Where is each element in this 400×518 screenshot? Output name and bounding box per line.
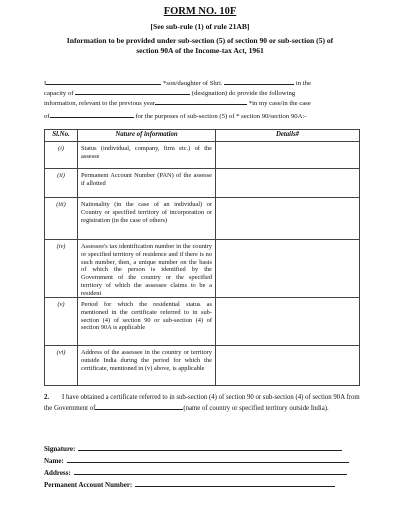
sub-rule-reference: [See sub-rule (1) of rule 21AB] [150, 22, 250, 31]
row-nature-text: Status (individual, company, firm etc.) of the assesse [81, 145, 212, 160]
father-name-blank[interactable] [224, 78, 294, 85]
declaration-text: information, relevant to the previous year [44, 100, 156, 107]
signature-field[interactable] [78, 443, 342, 451]
pan-label: Permanent Account Number: [44, 481, 133, 489]
previous-year-blank[interactable] [155, 98, 247, 105]
row-number: (ii) [45, 169, 78, 198]
name-field[interactable] [67, 455, 349, 463]
declaration-line-2 [44, 88, 359, 99]
row-details-cell[interactable] [216, 142, 360, 169]
table-header-row [45, 130, 360, 142]
designation-blank[interactable] [75, 88, 190, 95]
address-label: Address: [44, 469, 71, 477]
table-row [45, 346, 360, 386]
row-nature-text: Permanent Account Number (PAN) of the assesse if allotted [81, 172, 212, 187]
declaration-line-1 [44, 78, 359, 89]
name-row [44, 455, 349, 465]
country-name-blank[interactable] [95, 403, 183, 410]
name-blank[interactable] [46, 78, 161, 85]
nature-header-text: Nature of information [115, 131, 178, 138]
table-row [45, 142, 360, 169]
section-2-paragraph [44, 394, 364, 413]
section-2-number: 2. [44, 394, 50, 401]
declaration-text: of [44, 113, 50, 120]
declaration-line-4 [44, 111, 359, 122]
table-row [45, 298, 360, 346]
assessee-blank[interactable] [50, 111, 134, 118]
row-nature [78, 142, 216, 169]
row-nature-text: Address of the assessee in the country or territory outside India during the period for which the certificate, mentioned in (v) above, is applicable [81, 349, 212, 372]
row-details-cell[interactable] [216, 198, 360, 240]
row-number: (iv) [45, 240, 78, 298]
row-details-cell[interactable] [216, 298, 360, 346]
pan-row [44, 479, 335, 489]
row-number: (i) [45, 142, 78, 169]
sl-no-header: Sl.No. [45, 130, 78, 142]
nature-header [78, 130, 216, 142]
row-nature [78, 198, 216, 240]
information-table [44, 129, 360, 386]
row-nature [78, 346, 216, 386]
row-details-cell[interactable] [216, 169, 360, 198]
table-row [45, 198, 360, 240]
row-number: (iii) [45, 198, 78, 240]
declaration-text: (designation) do provide the following [191, 90, 296, 97]
row-nature-text: Period for which the residential status as mentioned in the certificate referred to in sub-section (4) of section 90 or sub-section (4) of section 90A is applicable [81, 301, 212, 332]
row-nature [78, 240, 216, 298]
table-row [45, 169, 360, 198]
address-field[interactable] [74, 467, 347, 475]
information-heading: Information to be provided under sub-section (5) of section 90 or sub-section (5) of section 90A of the Income-tax Act, 1961 [66, 36, 334, 55]
name-label: Name: [44, 457, 64, 465]
table-row [45, 240, 360, 298]
row-details-cell[interactable] [216, 240, 360, 298]
row-details-cell[interactable] [216, 346, 360, 386]
row-number: (v) [45, 298, 78, 346]
signature-label: Signature: [44, 445, 76, 453]
row-nature [78, 169, 216, 198]
details-header: Details# [216, 130, 360, 142]
declaration-text: I [44, 80, 47, 87]
section-2-text: I have obtained a certificate referred to in sub-section (4) of section 90 or sub-section (4) of section 90A from the Government of [44, 394, 360, 412]
signature-row [44, 443, 342, 453]
row-nature-text: Assessee's tax identification number in the country or specified territory of residence and if there is no such number, then, a unique number on the basis of which the person is identified by the Government of the country or the specified territory of which the assessee claims to be a resident [81, 243, 212, 297]
section-2-text-end: (name of country or specified territory outside India). [183, 404, 329, 412]
pan-field[interactable] [135, 479, 335, 487]
row-number: (vi) [45, 346, 78, 386]
declaration-text: for the purposes of sub-section (5) of * section 90/section 90A:- [135, 113, 307, 120]
address-row [44, 467, 347, 477]
row-nature-text: Nationality (in the case of an individual) or Country or specified territory of incorporation or registration (in the case of others) [81, 201, 212, 224]
form-title: FORM NO. 10F [163, 6, 237, 17]
declaration-text: *son/daughter of Shri. [162, 80, 223, 87]
declaration-text: capacity of [44, 90, 74, 97]
declaration-line-3 [44, 98, 359, 109]
declaration-text: in the [295, 80, 311, 87]
declaration-text: *in my case/in the case [248, 100, 311, 107]
row-nature [78, 298, 216, 346]
